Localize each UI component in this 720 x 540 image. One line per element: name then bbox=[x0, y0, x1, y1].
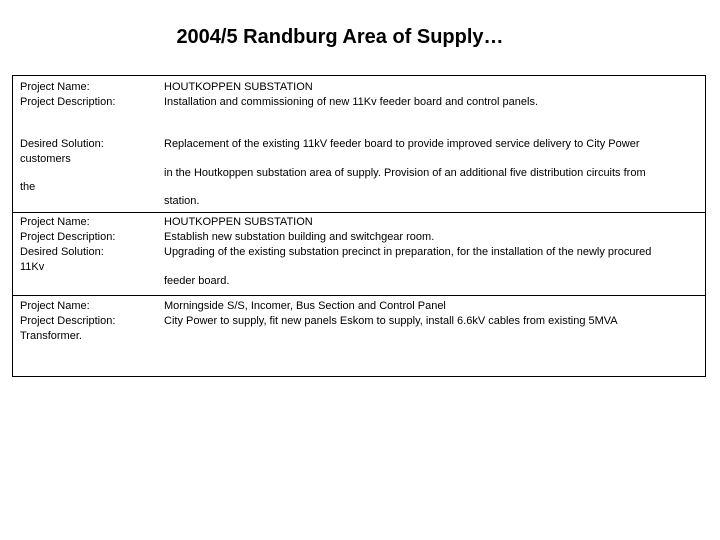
transformer-label: Transformer. bbox=[20, 330, 82, 342]
section-divider bbox=[12, 295, 706, 296]
project-description-value: Establish new substation building and switchgear room. bbox=[164, 231, 435, 243]
desired-solution-label: Desired Solution: bbox=[20, 246, 104, 258]
project-name-value: HOUTKOPPEN SUBSTATION bbox=[164, 216, 313, 228]
section-divider bbox=[12, 212, 706, 213]
project-table bbox=[12, 75, 706, 377]
project-description-label: Project Description: bbox=[20, 96, 116, 108]
page-title: 2004/5 Randburg Area of Supply… bbox=[176, 26, 504, 48]
desired-solution-line: in the Houtkoppen substation area of supply. Provision of an additional five distribution circuits from bbox=[164, 167, 646, 179]
the-label: the bbox=[20, 181, 36, 193]
desired-solution-line: Upgrading of the existing substation precinct in preparation, for the installation of the newly procured bbox=[164, 246, 652, 258]
project-name-label: Project Name: bbox=[20, 216, 90, 228]
desired-solution-line: station. bbox=[164, 195, 200, 207]
project-description-value: Installation and commissioning of new 11Kv feeder board and control panels. bbox=[164, 96, 539, 108]
project-name-label: Project Name: bbox=[20, 81, 90, 93]
project-name-value: Morningside S/S, Incomer, Bus Section and Control Panel bbox=[164, 300, 446, 312]
project-description-label: Project Description: bbox=[20, 231, 116, 243]
customers-label: customers bbox=[20, 153, 71, 165]
desired-solution-line: Replacement of the existing 11kV feeder board to provide improved service delivery to City Power bbox=[164, 138, 640, 150]
project-description-value: City Power to supply, fit new panels Eskom to supply, install 6.6kV cables from existing 5MVA bbox=[164, 315, 618, 327]
project-description-label: Project Description: bbox=[20, 315, 116, 327]
desired-solution-line: feeder board. bbox=[164, 275, 230, 287]
desired-solution-label: Desired Solution: bbox=[20, 138, 104, 150]
voltage-label: 11Kv bbox=[20, 261, 45, 273]
project-name-value: HOUTKOPPEN SUBSTATION bbox=[164, 81, 313, 93]
project-name-label: Project Name: bbox=[20, 300, 90, 312]
